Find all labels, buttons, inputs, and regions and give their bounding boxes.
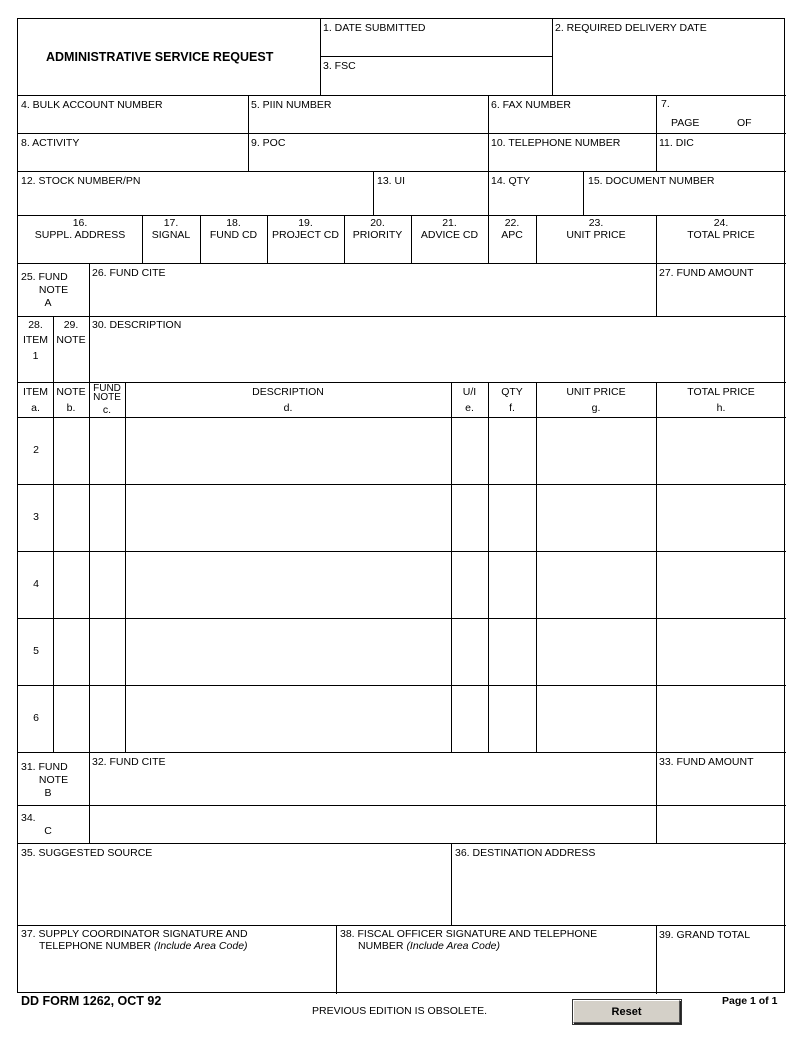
table-row-number: 5	[33, 645, 39, 657]
col-ui-label: U/I	[462, 386, 477, 398]
piin-label: 5. PIIN NUMBER	[251, 99, 332, 111]
item-1-note-field[interactable]	[56, 351, 86, 377]
col-total-price-label: TOTAL PRICE	[687, 386, 755, 398]
divider	[125, 382, 126, 752]
divider	[656, 382, 657, 752]
suppl-address-field[interactable]	[22, 243, 138, 261]
poc-label: 9. POC	[251, 137, 286, 149]
col-description-label: DESCRIPTION	[252, 386, 324, 398]
advice-cd-num: 21.	[442, 217, 457, 229]
fund-note-a-label: 25. FUND	[21, 271, 68, 283]
qty-field[interactable]	[492, 191, 580, 211]
note-number-label: 29.	[63, 319, 79, 331]
col-total-price-sub: h.	[716, 402, 726, 414]
page-of-field[interactable]	[754, 115, 782, 131]
fax-label: 6. FAX NUMBER	[491, 99, 571, 111]
priority-num: 20.	[370, 217, 385, 229]
divider	[18, 685, 786, 686]
fund-amount-b-label: 33. FUND AMOUNT	[659, 756, 754, 768]
fiscal-officer-label: 38. FISCAL OFFICER SIGNATURE AND TELEPHONE	[340, 928, 598, 940]
grand-total-field[interactable]	[660, 945, 782, 989]
divider	[336, 925, 337, 994]
poc-field[interactable]	[252, 151, 484, 169]
date-submitted-field[interactable]	[324, 35, 548, 53]
fund-note-a-note: NOTE	[38, 284, 69, 296]
table-row-number: 3	[33, 511, 39, 523]
divider	[53, 382, 54, 752]
advice-cd-field[interactable]	[415, 243, 484, 261]
service-request-form	[17, 18, 785, 993]
col-item-label: ITEM	[22, 386, 49, 398]
piin-field[interactable]	[252, 113, 484, 131]
supply-coordinator-label-line2	[39, 940, 248, 952]
divider	[451, 382, 452, 752]
telephone-label: 10. TELEPHONE NUMBER	[491, 137, 621, 149]
divider	[320, 56, 552, 57]
fsc-field[interactable]	[324, 73, 548, 91]
divider	[656, 925, 657, 994]
page-indicator: Page 1 of 1	[722, 995, 778, 1007]
bulk-account-field[interactable]	[22, 113, 244, 131]
fiscal-officer-field[interactable]	[340, 955, 652, 989]
col-unit-price-sub: g.	[591, 402, 601, 414]
divider	[656, 752, 657, 843]
fund-note-b-letter: B	[44, 787, 52, 799]
divider	[656, 263, 657, 316]
divider	[248, 95, 249, 171]
divider	[18, 95, 786, 96]
advice-cd-label: ADVICE CD	[420, 229, 479, 241]
apc-label: APC	[501, 229, 523, 241]
fund-note-c-letter: C	[44, 825, 52, 837]
divider	[373, 171, 374, 215]
fund-note-b-label: 31. FUND	[21, 761, 68, 773]
qty-label: 14. QTY	[491, 175, 531, 187]
divider	[18, 484, 786, 485]
divider	[451, 843, 452, 925]
divider	[18, 752, 786, 753]
note-label: NOTE	[56, 334, 86, 346]
suggested-source-label: 35. SUGGESTED SOURCE	[21, 847, 153, 859]
fund-cite-a-label: 26. FUND CITE	[92, 267, 166, 279]
document-number-label: 15. DOCUMENT NUMBER	[588, 175, 715, 187]
page-label: PAGE	[671, 117, 700, 129]
col-qty-sub: f.	[509, 402, 515, 414]
col-unit-price-label: UNIT PRICE	[566, 386, 626, 398]
table-row-number: 6	[33, 712, 39, 724]
table-row-number: 4	[33, 578, 39, 590]
required-delivery-date-field[interactable]	[556, 35, 782, 91]
col-ui-sub: e.	[465, 402, 474, 414]
col-qty-label: QTY	[501, 386, 523, 398]
fund-cd-num: 18.	[226, 217, 241, 229]
divider	[89, 382, 90, 752]
ui-field[interactable]	[378, 191, 484, 211]
project-cd-num: 19.	[298, 217, 313, 229]
fiscal-officer-label-line2	[358, 940, 500, 952]
unit-price-field[interactable]	[540, 243, 652, 261]
stock-number-label: 12. STOCK NUMBER/PN	[21, 175, 141, 187]
signal-label: SIGNAL	[151, 229, 191, 241]
col-fund-note-sub: c.	[102, 404, 112, 416]
fund-cd-label: FUND CD	[209, 229, 258, 241]
obsolete-notice: PREVIOUS EDITION IS OBSOLETE.	[312, 1005, 488, 1017]
divider	[18, 263, 786, 264]
divider	[536, 382, 537, 752]
item-label: ITEM	[22, 334, 49, 346]
signal-num: 17.	[163, 217, 179, 229]
priority-label: PRIORITY	[352, 229, 403, 241]
supply-coordinator-label: 37. SUPPLY COORDINATOR SIGNATURE AND	[21, 928, 248, 940]
divider	[488, 382, 489, 752]
date-submitted-label: 1. DATE SUBMITTED	[323, 22, 426, 34]
divider	[89, 752, 90, 843]
divider	[488, 171, 489, 215]
divider	[320, 19, 321, 95]
divider	[18, 925, 786, 926]
supply-coordinator-phone-text: TELEPHONE NUMBER	[39, 940, 152, 952]
divider	[18, 417, 786, 418]
divider	[18, 805, 786, 806]
fund-note-b-note: NOTE	[38, 774, 69, 786]
fund-cite-c-field[interactable]	[94, 811, 652, 839]
divider	[89, 316, 90, 382]
signal-field[interactable]	[146, 243, 196, 261]
project-cd-label: PROJECT CD	[272, 229, 339, 241]
item-value: 1	[32, 350, 39, 362]
fund-cite-b-field[interactable]	[94, 771, 652, 801]
apc-num: 22.	[504, 217, 520, 229]
page-number-label: 7.	[661, 98, 670, 110]
document-number-field[interactable]	[588, 191, 782, 211]
stock-number-field[interactable]	[22, 191, 369, 211]
priority-field[interactable]	[348, 243, 407, 261]
divider	[18, 382, 786, 383]
fiscal-officer-number-text: NUMBER	[358, 940, 404, 952]
dic-field[interactable]	[660, 151, 782, 169]
fax-field[interactable]	[492, 113, 652, 131]
divider	[18, 171, 786, 172]
destination-address-field[interactable]	[456, 862, 782, 920]
divider	[18, 316, 786, 317]
table-row-number: 2	[33, 444, 39, 456]
fund-amount-a-label: 27. FUND AMOUNT	[659, 267, 754, 279]
fund-cite-b-label: 32. FUND CITE	[92, 756, 166, 768]
divider	[18, 551, 786, 552]
description-label: 30. DESCRIPTION	[92, 319, 182, 331]
fund-note-c-label: 34.	[21, 812, 36, 824]
suggested-source-field[interactable]	[22, 862, 447, 920]
grand-total-label: 39. GRAND TOTAL	[659, 929, 751, 941]
col-item-sub: a.	[31, 402, 40, 414]
col-note-sub: b.	[66, 402, 76, 414]
divider	[89, 263, 90, 316]
col-note-label: NOTE	[56, 386, 86, 398]
col-fund-note-label: FUND NOTE	[93, 383, 121, 403]
fund-amount-c-field[interactable]	[660, 811, 782, 839]
divider	[583, 171, 584, 215]
apc-field[interactable]	[492, 243, 532, 261]
page-field[interactable]	[704, 115, 734, 131]
project-cd-field[interactable]	[271, 243, 340, 261]
required-delivery-date-label: 2. REQUIRED DELIVERY DATE	[555, 22, 707, 34]
dic-label: 11. DIC	[659, 137, 694, 149]
reset-button[interactable]: Reset	[573, 1000, 680, 1023]
item-number-label: 28.	[28, 319, 43, 331]
divider	[552, 19, 553, 95]
suppl-address-num: 16.	[72, 217, 88, 229]
fiscal-officer-note: (Include Area Code)	[406, 940, 501, 952]
destination-address-label: 36. DESTINATION ADDRESS	[455, 847, 596, 859]
ui-label: 13. UI	[377, 175, 406, 187]
fund-cd-field[interactable]	[204, 243, 263, 261]
fsc-label: 3. FSC	[323, 60, 356, 72]
supply-coordinator-field[interactable]	[22, 955, 332, 989]
total-price-label: TOTAL PRICE	[687, 229, 755, 241]
form-title: ADMINISTRATIVE SERVICE REQUEST	[46, 50, 274, 64]
item-1-description-field[interactable]	[94, 335, 782, 377]
bulk-account-label: 4. BULK ACCOUNT NUMBER	[21, 99, 163, 111]
fund-cite-a-field[interactable]	[94, 283, 652, 311]
telephone-field[interactable]	[492, 151, 652, 169]
total-price-field[interactable]	[660, 243, 782, 261]
col-description-sub: d.	[283, 402, 293, 414]
fund-note-a-letter: A	[44, 297, 52, 309]
divider	[488, 95, 489, 171]
unit-price-num: 23.	[588, 217, 604, 229]
fund-amount-b-field[interactable]	[660, 771, 782, 801]
activity-label: 8. ACTIVITY	[21, 137, 80, 149]
activity-field[interactable]	[22, 151, 244, 169]
supply-coordinator-note: (Include Area Code)	[153, 940, 248, 952]
divider	[18, 133, 786, 134]
divider	[656, 95, 657, 171]
of-label: OF	[737, 117, 752, 129]
divider	[18, 618, 786, 619]
divider	[18, 215, 786, 216]
form-identifier: DD FORM 1262, OCT 92	[21, 994, 162, 1008]
fund-amount-a-field[interactable]	[660, 283, 782, 311]
divider	[18, 843, 786, 844]
unit-price-label: UNIT PRICE	[566, 229, 626, 241]
suppl-address-label: SUPPL. ADDRESS	[34, 229, 126, 241]
total-price-num: 24.	[713, 217, 729, 229]
